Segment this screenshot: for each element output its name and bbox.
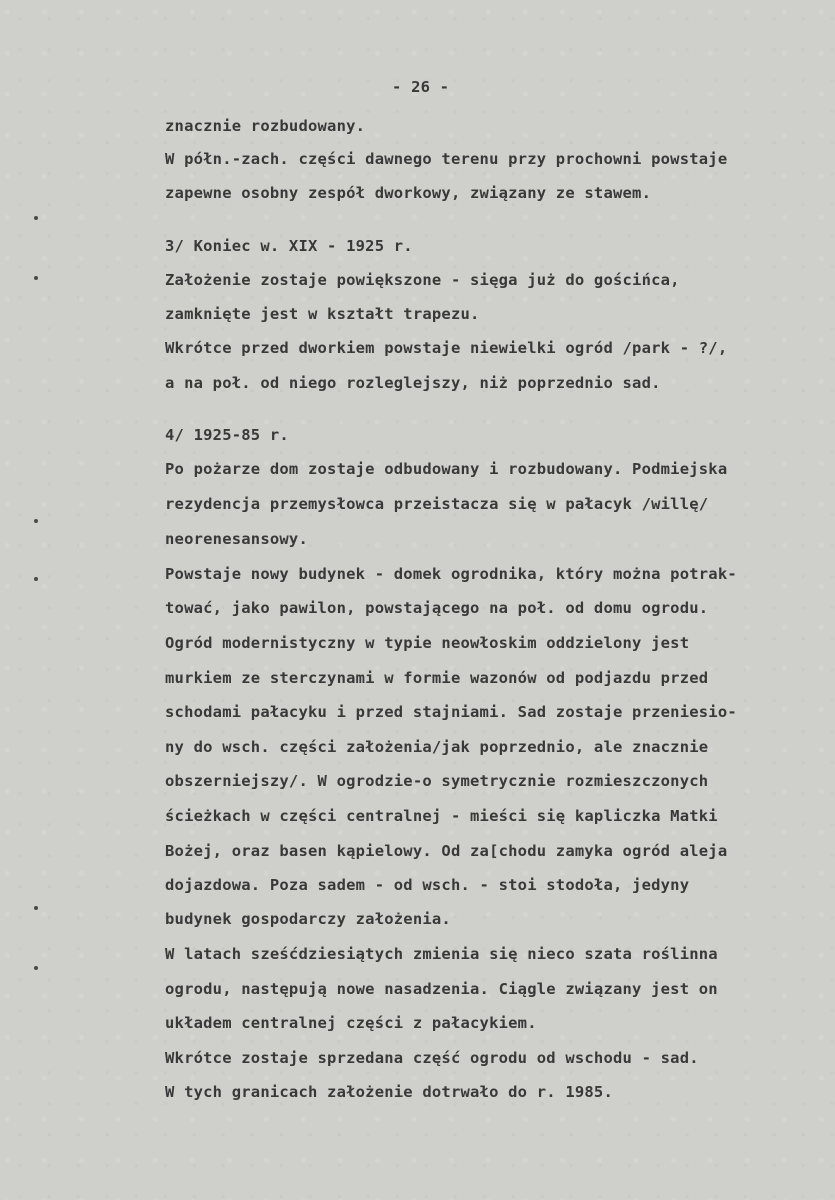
text-line: obszerniejszy/. W ogrodzie-o symetrycznie rozmieszczonych — [165, 772, 709, 790]
text-line: dojazdowa. Poza sadem - od wsch. - stoi stodoła, jedyny — [165, 876, 690, 894]
punch-hole-mark — [34, 216, 38, 220]
text-line: W latach sześćdziesiątych zmienia się nieco szata roślinna — [165, 945, 718, 963]
text-line: znacznie rozbudowany. — [165, 117, 366, 135]
section-heading: 3/ Koniec w. XIX - 1925 r. — [165, 237, 413, 255]
text-line: Ogród modernistyczny w typie neowłoskim oddzielony jest — [165, 634, 690, 652]
text-line: tować, jako pawilon, powstającego na poł. od domu ogrodu. — [165, 599, 709, 617]
text-line: budynek gospodarczy założenia. — [165, 910, 451, 928]
text-line: schodami pałacyku i przed stajniami. Sad zostaje przeniesio- — [165, 703, 737, 721]
punch-hole-mark — [34, 906, 38, 910]
text-line: zamknięte jest w kształt trapezu. — [165, 305, 480, 323]
text-line: ogrodu, następują nowe nasadzenia. Ciągle związany jest on — [165, 980, 718, 998]
text-line: układem centralnej części z pałacykiem. — [165, 1014, 537, 1032]
text-line: zapewne osobny zespół dworkowy, związany ze stawem. — [165, 184, 652, 202]
text-line: Po pożarze dom zostaje odbudowany i rozbudowany. Podmiejska — [165, 460, 728, 478]
punch-hole-mark — [34, 966, 38, 970]
text-line: Wkrótce przed dworkiem powstaje niewielki ogród /park - ?/, — [165, 339, 728, 357]
page-number: - 26 - — [392, 78, 450, 96]
text-line: Bożej, oraz basen kąpielowy. Od za[chodu zamyka ogród aleja — [165, 842, 728, 860]
text-line: Powstaje nowy budynek - domek ogrodnika, który można potrak- — [165, 565, 737, 583]
text-line: a na poł. od niego rozleglejszy, niż poprzednio sad. — [165, 374, 661, 392]
punch-hole-mark — [34, 519, 38, 523]
text-line: Założenie zostaje powiększone - sięga już do gościńca, — [165, 271, 680, 289]
text-line: ścieżkach w części centralnej - mieści się kapliczka Matki — [165, 807, 718, 825]
text-line: W tych granicach założenie dotrwało do r. 1985. — [165, 1083, 613, 1101]
section-heading: 4/ 1925-85 r. — [165, 426, 289, 444]
text-line: rezydencja przemysłowca przeistacza się w pałacyk /willę/ — [165, 495, 709, 513]
punch-hole-mark — [34, 276, 38, 280]
text-line: neorenesansowy. — [165, 530, 308, 548]
punch-hole-mark — [34, 577, 38, 581]
text-line: W półn.-zach. części dawnego terenu przy prochowni powstaje — [165, 150, 728, 168]
text-line: Wkrótce zostaje sprzedana część ogrodu od wschodu - sad. — [165, 1049, 699, 1067]
text-line: ny do wsch. części założenia/jak poprzednio, ale znacznie — [165, 738, 709, 756]
text-line: murkiem ze sterczynami w formie wazonów od podjazdu przed — [165, 669, 709, 687]
